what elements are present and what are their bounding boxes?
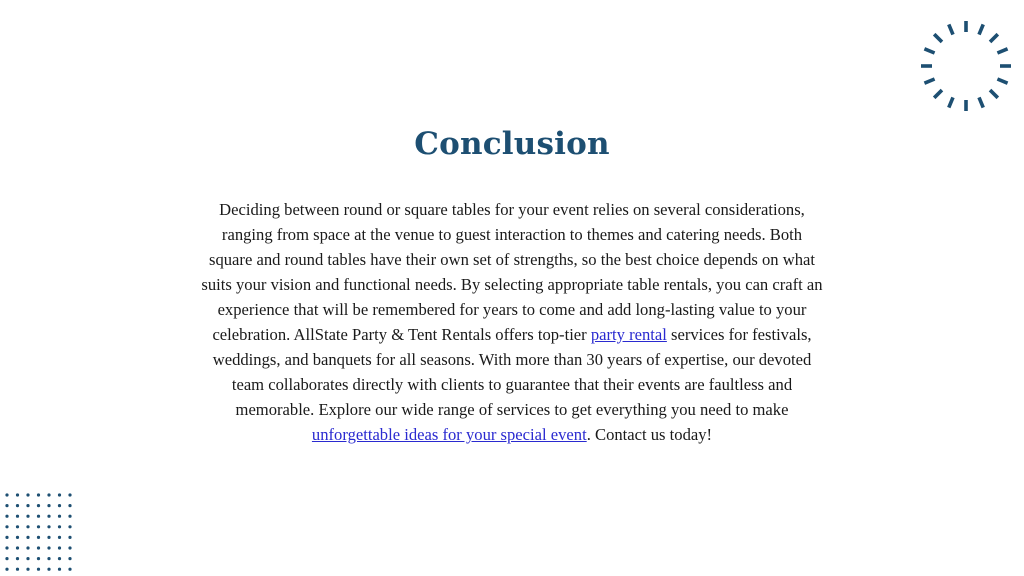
sunburst-ray — [979, 97, 983, 107]
paragraph-text: . Contact us today! — [586, 425, 713, 444]
grid-dot — [5, 504, 8, 507]
grid-dot — [37, 557, 40, 560]
grid-dot — [68, 525, 71, 528]
grid-dot — [58, 536, 61, 539]
sunburst-icon — [918, 18, 1014, 114]
grid-dot — [68, 515, 71, 518]
sunburst-ray — [990, 34, 998, 42]
grid-dot — [58, 568, 61, 571]
grid-dot — [16, 546, 19, 549]
grid-dot — [47, 504, 50, 507]
sunburst-ray — [934, 34, 942, 42]
page-title: Conclusion — [414, 126, 610, 162]
grid-dot — [16, 557, 19, 560]
grid-dot — [58, 493, 61, 496]
grid-dot — [26, 536, 29, 539]
sunburst-ray — [949, 97, 953, 107]
grid-dot — [5, 536, 8, 539]
grid-dot — [16, 504, 19, 507]
grid-dot — [16, 536, 19, 539]
grid-dot — [26, 568, 29, 571]
sunburst-ray — [924, 49, 934, 53]
grid-dot — [5, 546, 8, 549]
unforgettable-ideas-link[interactable]: unforgettable ideas for your special event — [311, 425, 587, 444]
grid-dot — [26, 493, 29, 496]
sunburst-ray — [990, 90, 998, 98]
grid-dot — [58, 504, 61, 507]
body-paragraph — [200, 197, 824, 447]
paragraph-text: services for festivals, weddings, and banquets for all seasons. With more than 30 years of expertise, our devoted team collaborates directly with clients to guarantee that their events are faultless and memorable. Explore our wide range of services to get everything you need to make — [212, 325, 812, 419]
grid-dot — [68, 504, 71, 507]
grid-dot — [16, 493, 19, 496]
grid-dot — [58, 557, 61, 560]
grid-dot — [5, 525, 8, 528]
grid-dot — [68, 536, 71, 539]
grid-dot — [47, 546, 50, 549]
grid-dot — [26, 515, 29, 518]
grid-dot — [47, 568, 50, 571]
sunburst-ray — [997, 49, 1007, 53]
grid-dot — [5, 515, 8, 518]
sunburst-ray — [934, 90, 942, 98]
grid-dot — [37, 525, 40, 528]
grid-dot — [5, 568, 8, 571]
sunburst-ray — [979, 24, 983, 34]
grid-dot — [37, 546, 40, 549]
grid-dot — [16, 515, 19, 518]
grid-dot — [68, 493, 71, 496]
grid-dot — [37, 493, 40, 496]
grid-dot — [47, 515, 50, 518]
grid-dot — [26, 546, 29, 549]
grid-dot — [47, 536, 50, 539]
grid-dot — [58, 515, 61, 518]
grid-dot — [37, 536, 40, 539]
grid-dot — [37, 515, 40, 518]
paragraph-text: Deciding between round or square tables for your event relies on several considerations, ranging from space at the venue to guest interaction to themes and catering needs. Both square and round tables have their own set of strengths, so the best choice depends on what suits your vision and functional needs. By selecting appropriate table rentals, you can craft an experience that will be remembered for years to come and add long-lasting value to your celebration. AllState Party & Tent Rentals offers top-tier — [201, 200, 823, 344]
grid-dot — [68, 546, 71, 549]
grid-dot — [47, 557, 50, 560]
grid-dot — [26, 504, 29, 507]
grid-dot — [26, 557, 29, 560]
grid-dot — [47, 525, 50, 528]
dot-grid-pattern — [2, 490, 78, 576]
grid-dot — [37, 568, 40, 571]
grid-dot — [58, 546, 61, 549]
grid-dot — [5, 493, 8, 496]
grid-dot — [37, 504, 40, 507]
sunburst-ray — [924, 79, 934, 83]
grid-dot — [16, 525, 19, 528]
grid-dot — [26, 525, 29, 528]
grid-dot — [68, 568, 71, 571]
sunburst-ray — [949, 24, 953, 34]
grid-dot — [5, 557, 8, 560]
grid-dot — [58, 525, 61, 528]
grid-dot — [68, 557, 71, 560]
sunburst-ray — [997, 79, 1007, 83]
grid-dot — [47, 493, 50, 496]
grid-dot — [16, 568, 19, 571]
party-rental-link[interactable]: party rental — [590, 325, 667, 344]
